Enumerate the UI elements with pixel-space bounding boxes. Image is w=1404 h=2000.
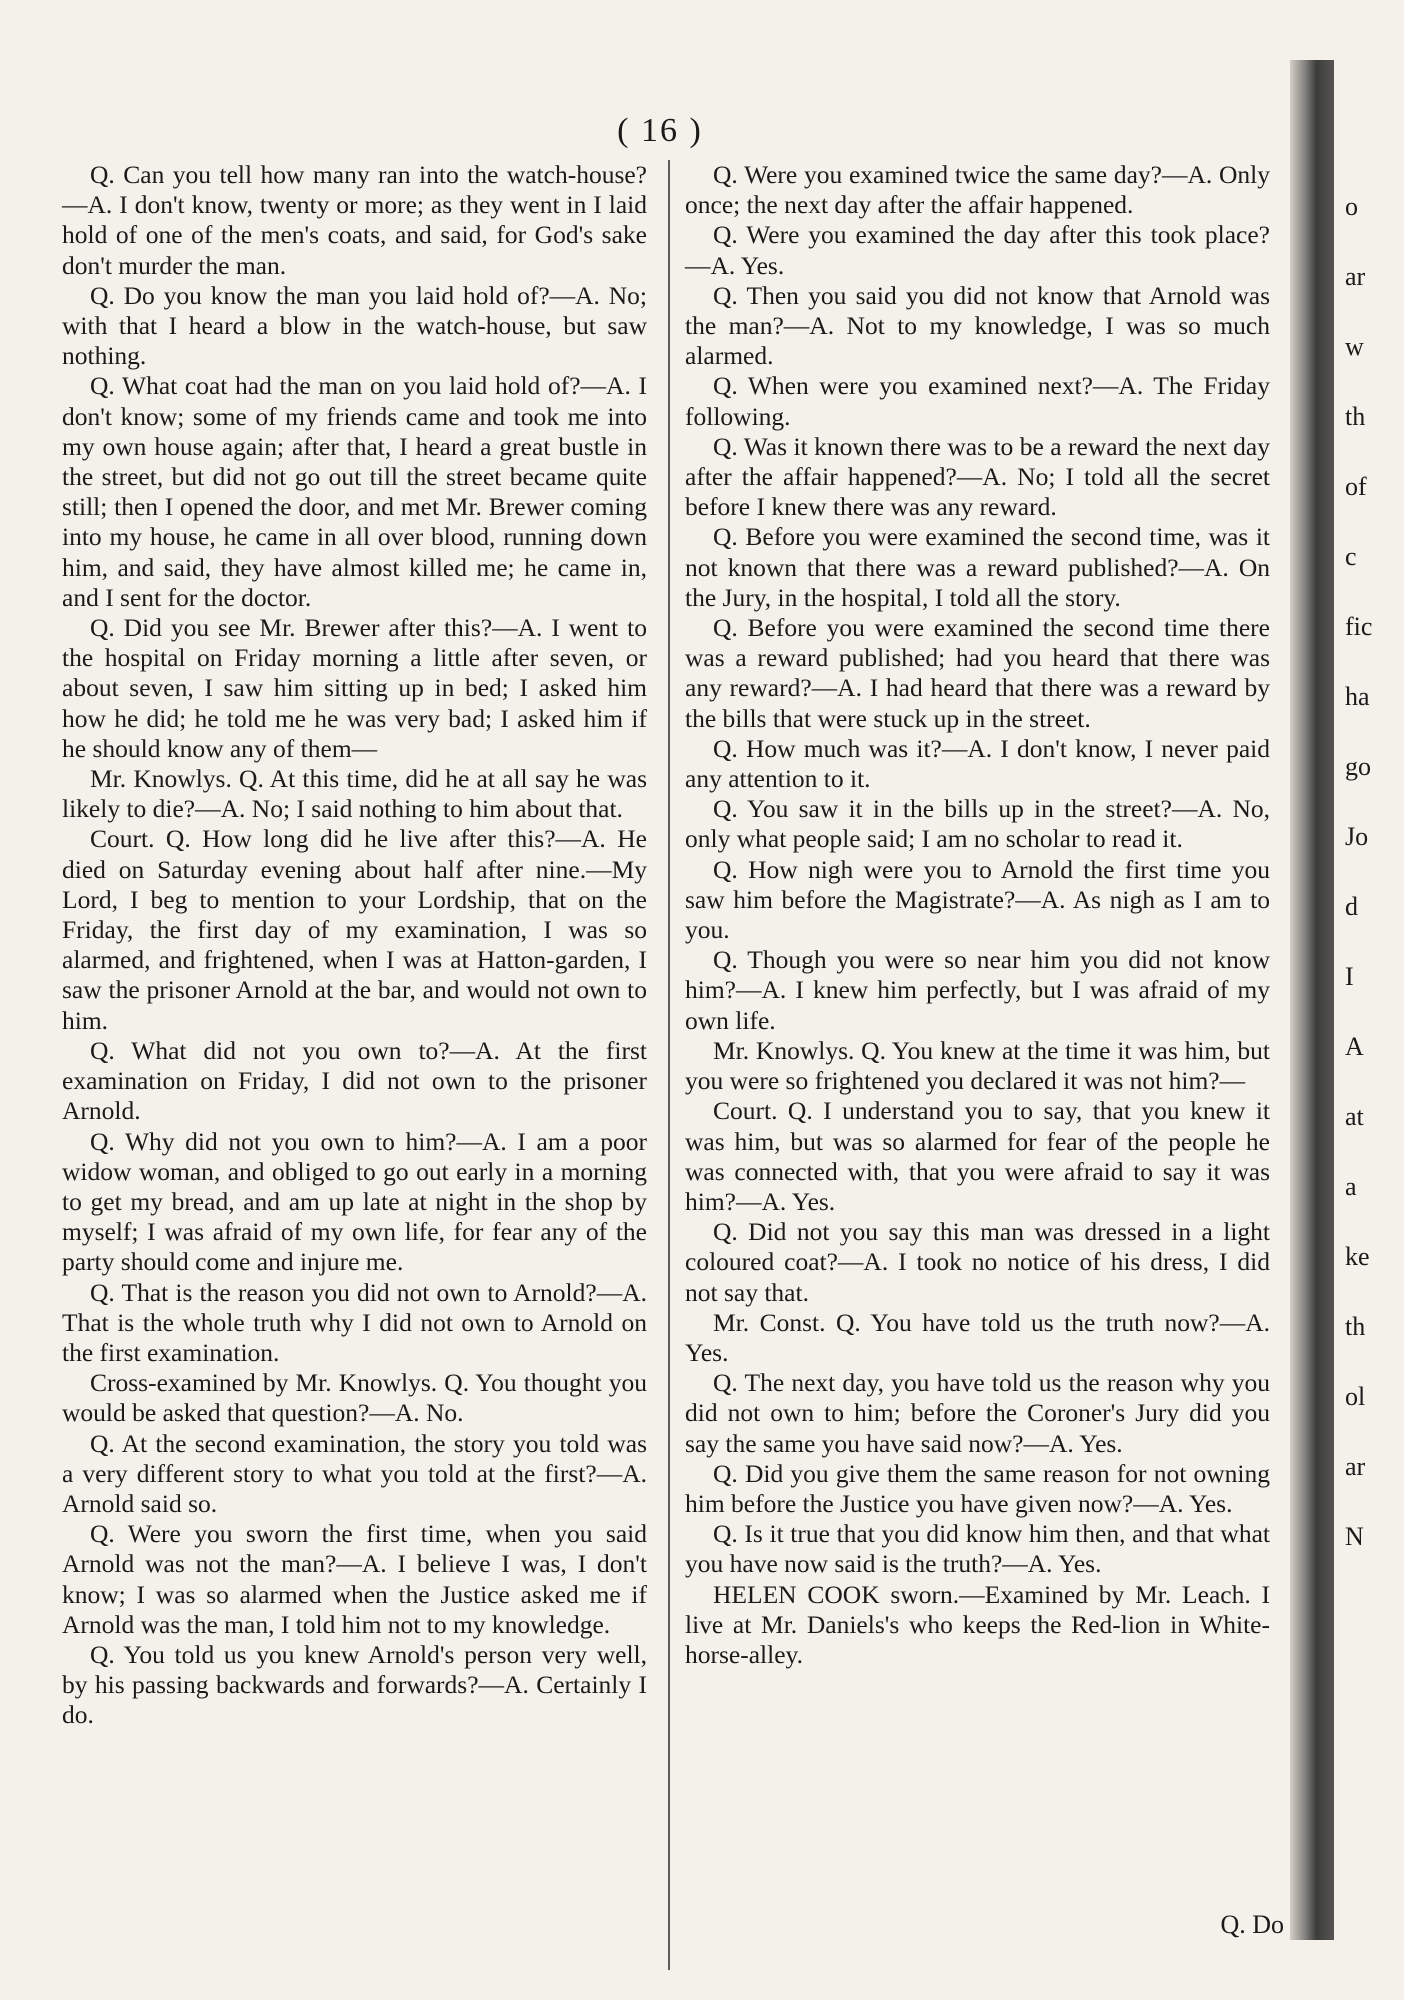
fragment: fic (1345, 612, 1373, 641)
paragraph: HELEN COOK sworn.—Examined by Mr. Leach. I live at Mr. Daniels's who keeps the Red-lion in White-horse-alley. (685, 1579, 1270, 1669)
fragment: N (1345, 1522, 1364, 1551)
paragraph: Q. What did not you own to?—A. At the first examination on Friday, I did not own to the prisoner Arnold. (62, 1035, 647, 1126)
fragment: th (1345, 402, 1366, 431)
column-divider (668, 160, 670, 1970)
paragraph: Q. Did not you say this man was dressed in a light coloured coat?—A. I took no notice of his dress, I did not say that. (685, 1217, 1270, 1307)
fragment: I (1345, 962, 1354, 991)
paragraph: Mr. Const. Q. You have told us the truth now?—A. Yes. (685, 1307, 1270, 1367)
paragraph: Q. Why did not you own to him?—A. I am a poor widow woman, and obliged to go out early in a morning to get my bread, and am up late at night in the shop by myself; I was afraid of my own life, for fear any of the party should come and injure me. (62, 1126, 647, 1277)
paragraph: Q. When were you examined next?—A. The Friday following. (685, 371, 1270, 431)
fragment: Jo (1345, 822, 1369, 851)
paragraph: Cross-examined by Mr. Knowlys. Q. You thought you would be asked that question?—A. No. (62, 1368, 647, 1428)
page-number: ( 16 ) (617, 112, 703, 149)
paragraph: Mr. Knowlys. Q. At this time, did he at all say he was likely to die?—A. No; I said nothing to him about that. (62, 764, 647, 824)
fragment: d (1345, 892, 1358, 921)
paragraph: Court. Q. I understand you to say, that you knew it was him, but was so alarmed for fear of the people he was connected with, that you were afraid to say it was him?—A. Yes. (685, 1096, 1270, 1216)
paragraph: Q. Can you tell how many ran into the watch-house?—A. I don't know, twenty or more; as they went in I laid hold of one of the men's coats, and said, for God's sake don't murder the man. (62, 160, 647, 280)
facing-page-fragments (1345, 190, 1404, 1590)
paragraph: Q. Before you were examined the second time, was it not known that there was a reward published?—A. On the Jury, in the hospital, I told all the story. (685, 522, 1270, 612)
paragraph: Q. Did you give them the same reason for not owning him before the Justice you have given now?—A. Yes. (685, 1458, 1270, 1518)
paragraph: Q. Did you see Mr. Brewer after this?—A. I went to the hospital on Friday morning a little after seven, or about seven, I saw him sitting up in bed; I asked him how he did; he told me he was very bad; I asked him if he should know any of them— (62, 613, 647, 763)
paragraph: Mr. Knowlys. Q. You knew at the time it was him, but you were so frightened you declared it was not him?— (685, 1035, 1270, 1096)
fragment: go (1345, 752, 1371, 781)
paragraph: Q. Before you were examined the second time there was a reward published; had you heard that there was any reward?—A. I had heard that there was a reward by the bills that were stuck up in the street. (685, 613, 1270, 733)
paragraph: Q. Was it known there was to be a reward the next day after the affair happened?—A. No; I told all the secret before I knew there was any reward. (685, 431, 1270, 522)
fragment: ke (1345, 1242, 1370, 1271)
fragment: w (1345, 332, 1364, 361)
paragraph: Q. Were you sworn the first time, when you said Arnold was not the man?—A. I believe I was, I don't know; I was so alarmed when the Justice asked me if Arnold was the man, I told him not to my knowledge. (62, 1519, 647, 1639)
fragment: ar (1345, 262, 1366, 291)
paragraph: Q. That is the reason you did not own to Arnold?—A. That is the whole truth why I did not own to Arnold on the first examination. (62, 1277, 647, 1367)
paragraph: Q. What coat had the man on you laid hold of?—A. I don't know; some of my friends came and took me into my own house again; after that, I heard a great bustle in the street, but did not go out till the street became quite still; then I opened the door, and met Mr. Brewer coming into my house, he came in all over blood, running down him, and said, they have almost killed me; he came in, and I sent for the doctor. (62, 371, 647, 612)
paragraph: Q. Though you were so near him you did not know him?—A. I knew him perfectly, but I was afraid of my own life. (685, 945, 1270, 1035)
fragment: of (1345, 472, 1367, 501)
paragraph: Q. Then you said you did not know that Arnold was the man?—A. Not to my knowledge, I was so much alarmed. (685, 280, 1270, 371)
fragment: A (1345, 1032, 1364, 1061)
catchword: Q. Do (1220, 1910, 1284, 1939)
paragraph: Q. Is it true that you did know him then, and that what you have now said is the truth?—A. Yes. (685, 1519, 1270, 1579)
fragment: ol (1345, 1382, 1366, 1411)
right-column (685, 160, 1270, 1670)
paragraph: Q. You saw it in the bills up in the street?—A. No, only what people said; I am no scholar to read it. (685, 794, 1270, 854)
paragraph: Q. At the second examination, the story you told was a very different story to what you told at the first?—A. Arnold said so. (62, 1428, 647, 1518)
paragraph: Q. The next day, you have told us the reason why you did not own to him; before the Coroner's Jury did you say the same you have said now?—A. Yes. (685, 1368, 1270, 1458)
paragraph: Q. How much was it?—A. I don't know, I never paid any attention to it. (685, 733, 1270, 794)
page-gutter-shadow (1290, 60, 1334, 1940)
paragraph: Q. How nigh were you to Arnold the first time you saw him before the Magistrate?—A. As nigh as I am to you. (685, 854, 1270, 945)
fragment: c (1345, 542, 1357, 571)
fragment: th (1345, 1312, 1366, 1341)
fragment: a (1345, 1172, 1357, 1201)
paragraph: Q. Were you examined twice the same day?—A. Only once; the next day after the affair happened. (685, 160, 1270, 220)
paragraph: Court. Q. How long did he live after this?—A. He died on Saturday evening about half after nine.—My Lord, I beg to mention to your Lordship, that on the Friday, the first day of my examination, I was so alarmed, and frightened, when I was at Hatton-garden, I saw the prisoner Arnold at the bar, and would not own to him. (62, 824, 647, 1035)
paragraph: Q. Were you examined the day after this took place?—A. Yes. (685, 220, 1270, 280)
paragraph: Q. Do you know the man you laid hold of?—A. No; with that I heard a blow in the watch-house, but saw nothing. (62, 280, 647, 371)
fragment: at (1345, 1102, 1364, 1131)
fragment: ar (1345, 1452, 1366, 1481)
fragment: o (1345, 192, 1358, 221)
left-column (62, 160, 647, 1731)
paragraph: Q. You told us you knew Arnold's person very well, by his passing backwards and forwards?—A. Certainly I do. (62, 1639, 647, 1730)
fragment: ha (1345, 682, 1370, 711)
